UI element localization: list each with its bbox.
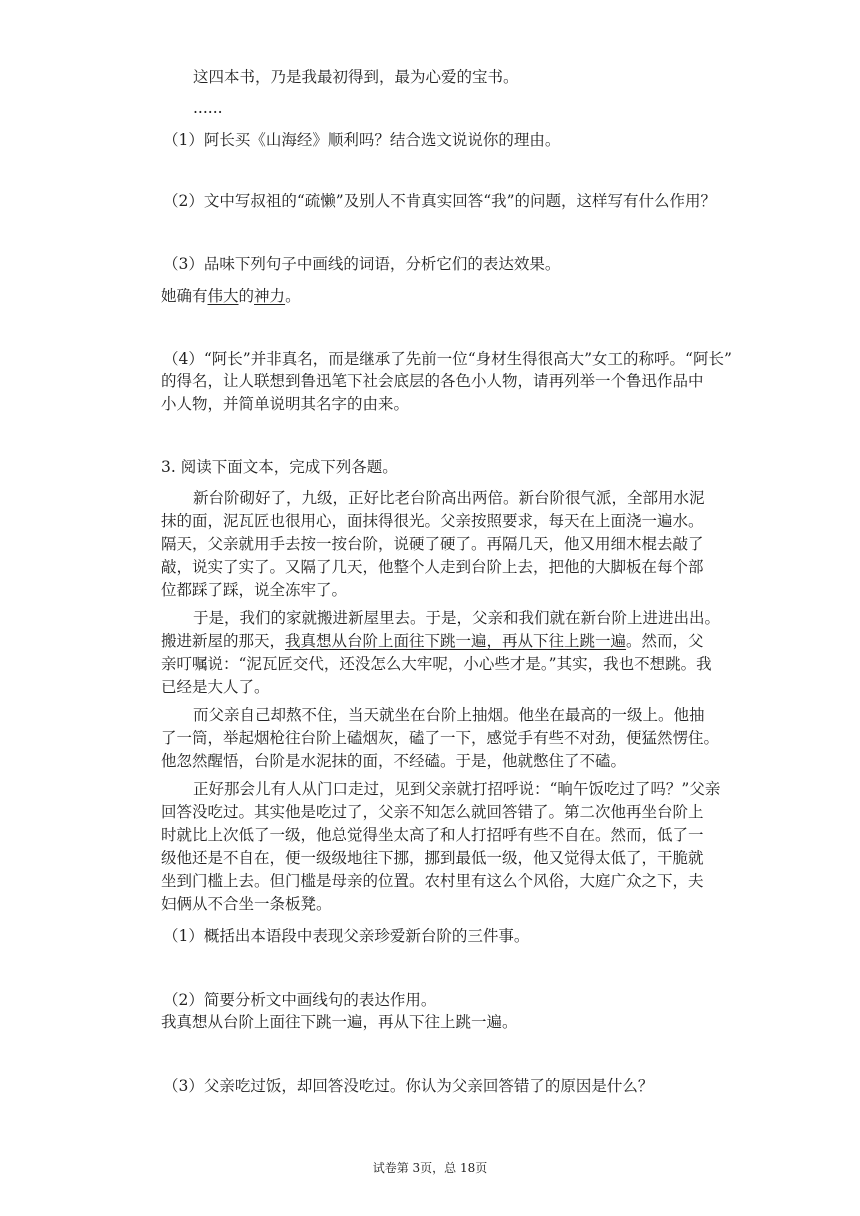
paragraph-4-line: 时就比上次低了一级，他总觉得坐太高了和人打招呼有些不自在。然而，低了一: [161, 826, 704, 844]
paragraph-1-line: 隔天，父亲就用手去按一按台阶，说硬了硬了。再隔几天，他又用细木棍去敲了: [161, 535, 704, 553]
sentence-pre: 她确有: [161, 287, 208, 305]
question-1: （1）阿长买《山海经》顺利吗？结合选文说说你的理由。: [163, 131, 561, 149]
paragraph-4-line: 回答没吃过。其实他是吃过了，父亲不知怎么就回答错了。第二次他再坐台阶上: [161, 803, 704, 821]
paragraph-3-line: 而父亲自己却熬不住，当天就坐在台阶上抽烟。他坐在最高的一级上。他抽: [193, 706, 705, 724]
paragraph-1-line: 抹的面，泥瓦匠也很用心，面抹得很光。父亲按照要求，每天在上面浇一遍水。: [161, 512, 704, 530]
passage-last-line: 这四本书，乃是我最初得到，最为心爱的宝书。: [193, 68, 519, 86]
underlined-word-1: 伟大: [207, 287, 239, 305]
question-2: （2）文中写叔祖的“疏懒”及别人不肯真实回答“我”的问题，这样写有什么作用？: [163, 192, 717, 210]
question-3: （3）品味下列句子中画线的词语，分析它们的表达效果。: [163, 255, 561, 273]
section-3-heading: 3. 阅读下面文本，完成下列各题。: [161, 458, 398, 476]
paragraph-3-line: 他忽然醒悟，台阶是水泥抹的面，不经磕。于是，他就憋住了不磕。: [161, 752, 627, 770]
paragraph-4-line: 妇俩从不合坐一条板凳。: [161, 895, 332, 913]
section-3-question-2: （2）简要分析文中画线句的表达作用。: [163, 991, 437, 1009]
paragraph-1-line: 敲，说实了实了。又隔了几天，他整个人走到台阶上去，把他的大脚板在每个部: [161, 558, 704, 576]
question-4-line-2: 的得名，让人联想到鲁迅笔下社会底层的各色小人物，请再列举一个鲁迅作品中: [161, 372, 704, 390]
paragraph-2-line: [161, 630, 704, 652]
section-3-question-3: （3）父亲吃过饭，却回答没吃过。你认为父亲回答错了的原因是什么？: [163, 1077, 654, 1095]
question-4-line-1: （4）“阿长”并非真名，而是继承了先前一位“身材生得很高大”女工的称呼。“阿长”: [163, 350, 732, 368]
question-3-sentence: [161, 285, 301, 307]
paragraph-1-line: 新台阶砌好了，九级，正好比老台阶高出两倍。新台阶很气派，全部用水泥: [193, 489, 705, 507]
paragraph-2-line: 已经是大人了。: [161, 678, 270, 696]
line-post: 。然而，父: [626, 632, 704, 650]
paragraph-3-line: 了一筒，举起烟枪往台阶上磕烟灰，磕了一下，感觉手有些不对劲，便猛然愣住。: [161, 729, 720, 747]
paragraph-4-line: 正好那会儿有人从门口走过，见到父亲就打招呼说：“晌午饭吃过了吗？”父亲: [193, 780, 721, 798]
underlined-word-2: 神力: [254, 287, 286, 305]
paragraph-1-line: 位都踩了踩，说全冻牢了。: [161, 581, 348, 599]
underlined-sentence: 我真想从台阶上面往下跳一遍，再从下往上跳一遍: [285, 632, 627, 650]
sentence-post: 。: [285, 287, 301, 305]
section-3-question-2-sentence: 我真想从台阶上面往下跳一遍，再从下往上跳一遍。: [161, 1013, 518, 1031]
page-footer: 试卷第 3页，总 18页: [372, 1161, 488, 1175]
line-pre: 搬进新屋的那天，: [161, 632, 286, 650]
section-3-question-1: （1）概括出本语段中表现父亲珍爱新台阶的三件事。: [163, 927, 530, 945]
ellipsis: ......: [193, 99, 223, 117]
question-4-line-3: 小人物，并简单说明其名字的由来。: [161, 395, 410, 413]
sentence-mid: 的: [238, 287, 255, 305]
paragraph-2-line: 于是，我们的家就搬进新屋里去。于是，父亲和我们就在新台阶上进进出出。: [193, 609, 721, 627]
paragraph-4-line: 级他还是不自在，便一级级地往下挪，挪到最低一级，他又觉得太低了，干脆就: [161, 849, 704, 867]
paragraph-4-line: 坐到门槛上去。但门槛是母亲的位置。农村里有这么个风俗，大庭广众之下，夫: [161, 872, 704, 890]
paragraph-2-line: 亲叮嘱说：“泥瓦匠交代，还没怎么大牢呢，小心些才是。”其实，我也不想跳。我: [161, 655, 712, 673]
